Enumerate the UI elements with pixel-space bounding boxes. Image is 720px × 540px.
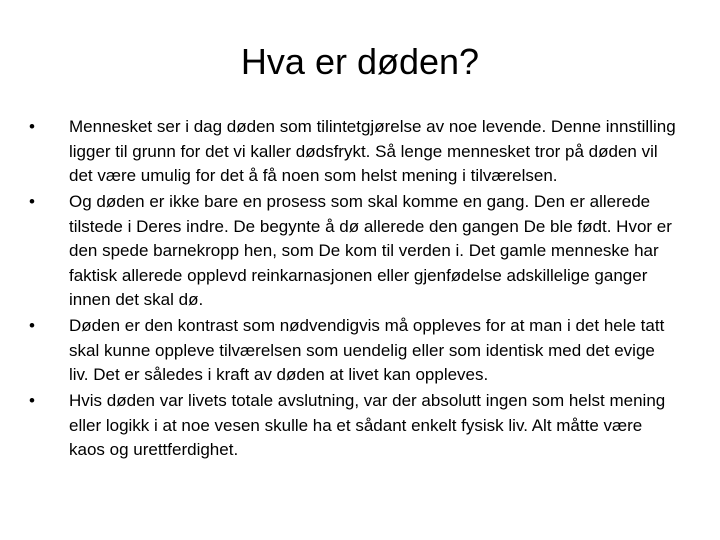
bullet-text: Døden er den kontrast som nødvendigvis må oppleves for at man i det hele tatt skal kunne oppleve tilværelsen som uendelig eller som identisk med det evige liv. Det er således i kraft av døden at livet kan oppleves. [69, 316, 665, 384]
bullet-item [29, 314, 679, 388]
bullet-text: Og døden er ikke bare en prosess som skal komme en gang. Den er allerede tilstede i Deres indre. De begynte å dø allerede den gangen De ble født. Hvor er den spede barnekropp hen, som De kom til verden i. Det gamle menneske har faktisk allerede opplevd reinkarnasjonen eller gjenfødelse adskillelige ganger innen det skal dø. [69, 192, 672, 309]
bullet-item [29, 115, 679, 189]
bullet-dot-icon: • [29, 391, 35, 410]
bullet-dot-icon: • [29, 192, 35, 211]
bullet-dot-icon: • [29, 316, 35, 335]
bullet-dot-icon: • [29, 117, 35, 136]
bullet-item [29, 190, 679, 313]
bullet-text: Hvis døden var livets totale avslutning, var der absolutt ingen som helst mening eller logikk i at noe vesen skulle ha et sådant enkelt fysisk liv. Alt måtte være kaos og urettferdighet. [69, 391, 666, 459]
slide-title: Hva er døden? [240, 41, 480, 82]
bullet-list [29, 115, 679, 464]
bullet-item [29, 389, 679, 463]
bullet-text: Mennesket ser i dag døden som tilintetgjørelse av noe levende. Denne innstilling ligger til grunn for det vi kaller dødsfrykt. Så lenge mennesket tror på døden vil det være umulig for det å få noen som helst mening i tilværelsen. [69, 117, 676, 185]
